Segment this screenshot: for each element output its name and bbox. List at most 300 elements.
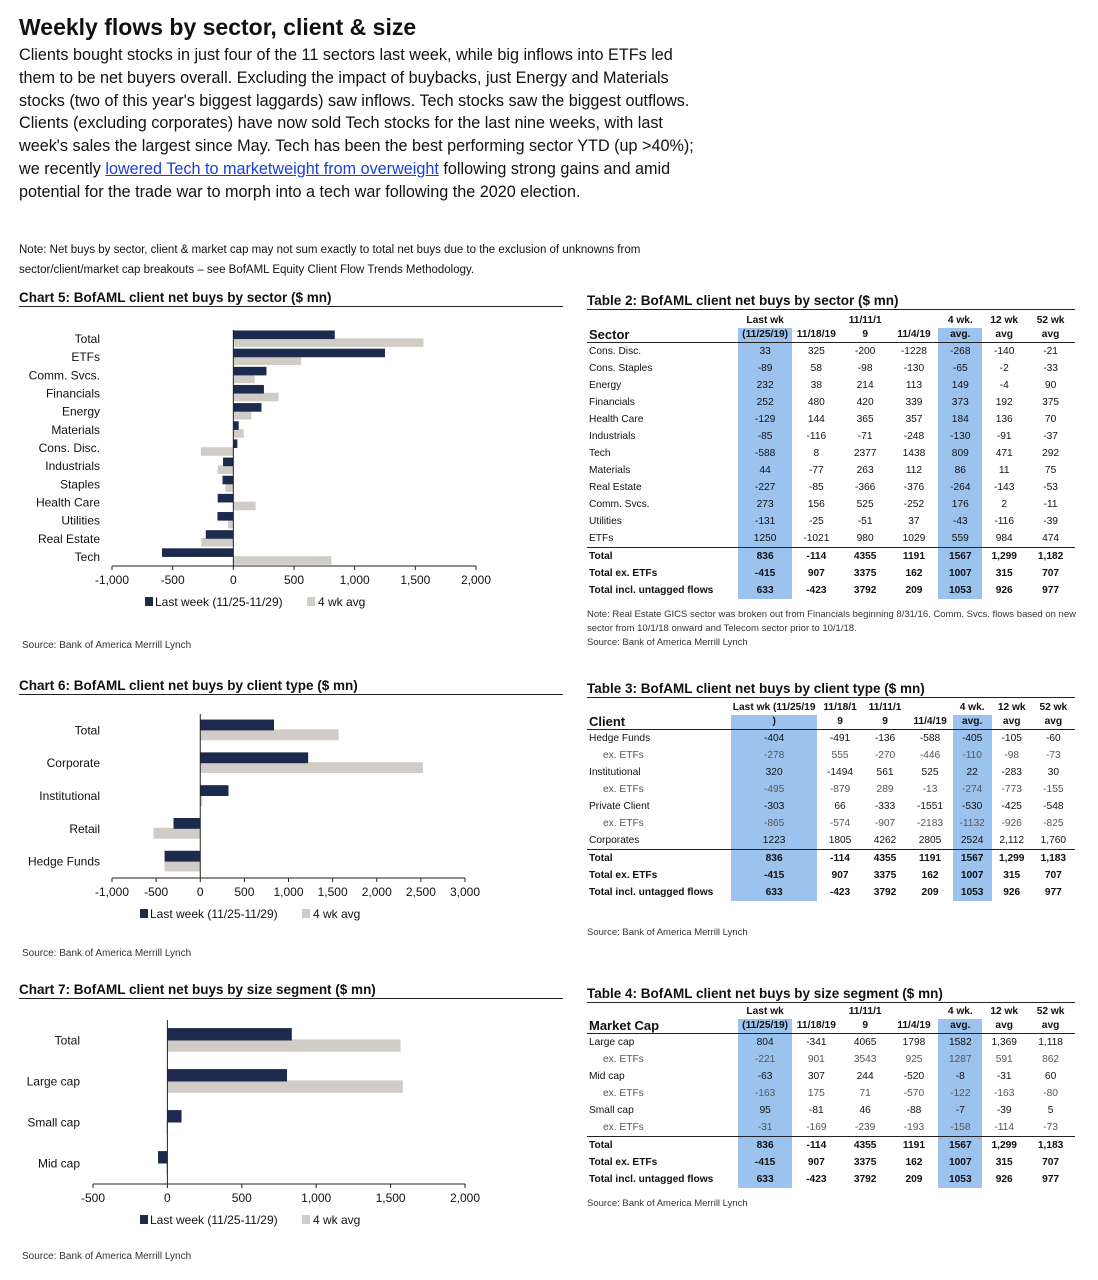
table-cell: -114 bbox=[817, 850, 862, 868]
row-label: Total incl. untagged flows bbox=[589, 585, 714, 596]
row-label: Small cap bbox=[589, 1105, 634, 1116]
table-cell: 3792 bbox=[873, 887, 897, 898]
table-header-cell: ) bbox=[731, 715, 818, 730]
methodology-note: Note: Net buys by sector, client & market cap may not sum exactly to total net buys due to the exclusion of unknowns from sector/client/market cap breakouts – see BofAML Equity Client Flow Trends Methodology. bbox=[19, 244, 641, 276]
table-cell: 804 bbox=[738, 1034, 792, 1052]
row-label: ex. ETFs bbox=[603, 818, 644, 829]
table-header-cell: 4 wk. bbox=[947, 315, 973, 326]
table-row bbox=[587, 815, 1075, 832]
table-cell: 192 bbox=[995, 397, 1013, 408]
bar-last-week bbox=[200, 720, 274, 731]
table-cell: -1228 bbox=[900, 346, 927, 357]
table-cell: -131 bbox=[738, 513, 792, 530]
bar-last-week bbox=[218, 494, 234, 503]
table-cell: -574 bbox=[829, 818, 851, 829]
table-cell: -1021 bbox=[803, 533, 830, 544]
table-header-cell: 11/18/19 bbox=[792, 1019, 841, 1034]
row-label: ex. ETFs bbox=[603, 784, 644, 795]
table-header-cell: 52 wk bbox=[1036, 1006, 1065, 1017]
table-header-cell: 9 bbox=[817, 715, 862, 730]
table-header-cell: 52 wk bbox=[1036, 315, 1065, 326]
table-row bbox=[587, 479, 1075, 496]
table-header-cell: avg. bbox=[953, 715, 992, 730]
table4-size-segment bbox=[587, 1005, 1075, 1188]
table-cell: 633 bbox=[731, 884, 818, 901]
table-cell: 926 bbox=[995, 585, 1013, 596]
table-cell: -423 bbox=[829, 887, 851, 898]
table-cell: -31 bbox=[738, 1119, 792, 1137]
row-label: Utilities bbox=[589, 516, 622, 527]
table-cell: 555 bbox=[831, 750, 849, 761]
bar-last-week bbox=[233, 421, 238, 430]
table-cell: 315 bbox=[995, 1157, 1013, 1168]
table-row bbox=[587, 565, 1075, 582]
table-cell: 1,118 bbox=[1038, 1037, 1063, 1048]
table-cell: -264 bbox=[938, 479, 982, 496]
table-cell: -1132 bbox=[953, 815, 992, 832]
table-cell: -879 bbox=[829, 784, 851, 795]
table-cell: 525 bbox=[921, 767, 939, 778]
legend-swatch-4wk-avg bbox=[302, 1215, 310, 1224]
table-cell: 707 bbox=[1042, 1157, 1060, 1168]
table-cell: -73 bbox=[1043, 1122, 1058, 1133]
table-cell: 2524 bbox=[953, 832, 992, 850]
chart6-title: Chart 6: BofAML client net buys by client type ($ mn) bbox=[19, 678, 563, 695]
category-label: Health Care bbox=[35, 495, 100, 510]
bar-4wk-avg bbox=[233, 556, 331, 565]
table-cell: 907 bbox=[807, 568, 825, 579]
table2-source: Source: Bank of America Merrill Lynch bbox=[587, 637, 748, 648]
table-header-cell: 9 bbox=[841, 328, 890, 343]
table-cell: 175 bbox=[807, 1088, 825, 1099]
table-row bbox=[587, 884, 1075, 901]
table-cell: 307 bbox=[807, 1071, 825, 1082]
category-label: ETFs bbox=[71, 350, 100, 365]
table-cell: -8 bbox=[938, 1068, 982, 1085]
category-label: Retail bbox=[69, 821, 100, 836]
table-cell: -405 bbox=[953, 730, 992, 748]
category-label: Real Estate bbox=[37, 531, 100, 546]
category-label: Comm. Svcs. bbox=[28, 368, 100, 383]
table-row bbox=[587, 764, 1075, 781]
row-label: Hedge Funds bbox=[589, 733, 651, 744]
table-cell: 2805 bbox=[918, 835, 942, 846]
table-cell: -43 bbox=[938, 513, 982, 530]
table-cell: 1567 bbox=[953, 850, 992, 868]
table-header-cell bbox=[792, 1005, 841, 1019]
bar-last-week bbox=[167, 1110, 181, 1122]
table-cell: -60 bbox=[1045, 733, 1061, 744]
x-tick-label: 2,500 bbox=[405, 885, 436, 899]
bar-last-week bbox=[233, 330, 334, 339]
legend-label-4wk-avg: 4 wk avg bbox=[313, 1213, 361, 1227]
category-label: Total bbox=[74, 332, 100, 347]
table-cell: 1,299 bbox=[982, 548, 1026, 566]
table-cell: 37 bbox=[908, 516, 920, 527]
table-row bbox=[587, 582, 1075, 599]
table-cell: 3543 bbox=[853, 1054, 877, 1065]
table-cell: -65 bbox=[938, 360, 982, 377]
table-cell: -114 bbox=[792, 548, 841, 566]
bar-4wk-avg bbox=[167, 1039, 400, 1051]
table-header-cell: 52 wk bbox=[1039, 702, 1068, 713]
row-label: Total ex. ETFs bbox=[589, 1157, 658, 1168]
table-cell: -88 bbox=[906, 1105, 922, 1116]
table-cell: 926 bbox=[1003, 887, 1021, 898]
table-cell: 1007 bbox=[938, 565, 982, 582]
table-cell: 1007 bbox=[953, 867, 992, 884]
table-row bbox=[587, 730, 1075, 748]
table-header-cell: avg bbox=[992, 715, 1032, 730]
bar-4wk-avg bbox=[233, 502, 255, 511]
table-row bbox=[587, 1119, 1075, 1137]
table-cell: 70 bbox=[1044, 414, 1057, 425]
table-cell: -105 bbox=[1001, 733, 1022, 744]
table-cell: 474 bbox=[1042, 533, 1060, 544]
table-cell: 1,182 bbox=[1026, 548, 1075, 566]
table-row bbox=[587, 1154, 1075, 1171]
table-cell: 95 bbox=[738, 1102, 792, 1119]
row-label: Cons. Disc. bbox=[589, 346, 642, 357]
table-cell: 1805 bbox=[828, 835, 852, 846]
table-cell: -252 bbox=[903, 499, 925, 510]
x-tick-label: 500 bbox=[234, 885, 255, 899]
table-row bbox=[587, 867, 1075, 884]
table-cell: -274 bbox=[953, 781, 992, 798]
table-cell: 707 bbox=[1042, 568, 1060, 579]
row-label: Total incl. untagged flows bbox=[589, 1174, 714, 1185]
table-cell: -2 bbox=[999, 363, 1009, 374]
table-header-cell bbox=[890, 1005, 939, 1019]
chart5-source: Source: Bank of America Merrill Lynch bbox=[22, 640, 192, 651]
table-row bbox=[587, 428, 1075, 445]
row-label: Materials bbox=[589, 465, 631, 476]
table-cell: 926 bbox=[995, 1174, 1013, 1185]
legend-swatch-4wk-avg bbox=[302, 909, 310, 918]
table-cell: -71 bbox=[857, 431, 873, 442]
table-cell: 209 bbox=[905, 585, 923, 596]
table-cell: 46 bbox=[859, 1105, 871, 1116]
table-cell: 273 bbox=[738, 496, 792, 513]
intro-text-2: following strong gains and amid potential for the trade war to morph into a tech war following the 2020 election. bbox=[19, 159, 671, 201]
table-cell: -423 bbox=[806, 585, 827, 596]
table3-title: Table 3: BofAML client net buys by client type ($ mn) bbox=[587, 681, 1075, 698]
bar-last-week bbox=[200, 785, 228, 796]
table-cell: -73 bbox=[1045, 750, 1061, 761]
table-cell: -169 bbox=[806, 1122, 827, 1133]
row-label: Total bbox=[587, 548, 738, 566]
bar-4wk-avg bbox=[167, 1080, 402, 1092]
bar-4wk-avg bbox=[201, 538, 233, 547]
table-cell: -4 bbox=[999, 380, 1009, 391]
table-cell: -333 bbox=[874, 801, 896, 812]
table-cell: 525 bbox=[856, 499, 874, 510]
table-cell: -283 bbox=[1001, 767, 1022, 778]
bar-4wk-avg bbox=[228, 520, 233, 529]
table-cell: -1494 bbox=[827, 767, 854, 778]
tech-downgrade-link[interactable]: lowered Tech to marketweight from overweight bbox=[105, 159, 439, 178]
table-header-cell: 9 bbox=[863, 715, 908, 730]
table-cell: 1,760 bbox=[1040, 835, 1067, 846]
bar-4wk-avg bbox=[225, 484, 233, 493]
table-cell: 156 bbox=[807, 499, 825, 510]
chart7-size-segment-bar-chart bbox=[0, 1012, 570, 1244]
table-cell: 1,183 bbox=[1032, 850, 1075, 868]
table3-client-type bbox=[587, 701, 1075, 901]
category-label: Industrials bbox=[45, 459, 100, 474]
bar-last-week bbox=[206, 530, 234, 539]
table-cell: 901 bbox=[807, 1054, 825, 1065]
x-tick-label: 1,000 bbox=[301, 1191, 332, 1205]
table-cell: 11 bbox=[998, 465, 1010, 476]
table-cell: 38 bbox=[810, 380, 823, 391]
category-label: Institutional bbox=[39, 789, 100, 803]
table-header-cell: 11/11/1 bbox=[848, 315, 882, 326]
table-header-cell: avg. bbox=[938, 328, 982, 343]
row-label: Industrials bbox=[589, 431, 636, 442]
row-label: Health Care bbox=[589, 414, 644, 425]
category-label: Financials bbox=[45, 386, 100, 401]
table-cell: -495 bbox=[731, 781, 818, 798]
x-tick-label: 2,000 bbox=[361, 885, 392, 899]
table-cell: 1,299 bbox=[982, 1137, 1026, 1155]
table-cell: 184 bbox=[938, 411, 982, 428]
table3-source: Source: Bank of America Merrill Lynch bbox=[587, 927, 748, 938]
legend-label-last-week: Last week (11/25-11/29) bbox=[155, 595, 283, 609]
table2-sector bbox=[587, 314, 1075, 599]
bar-4wk-avg bbox=[200, 729, 338, 740]
table-header-cell: 9 bbox=[841, 1019, 890, 1034]
table-cell: 365 bbox=[856, 414, 874, 425]
table-row bbox=[587, 1085, 1075, 1102]
table-cell: -31 bbox=[996, 1071, 1012, 1082]
x-tick-label: -500 bbox=[160, 573, 185, 587]
bar-last-week bbox=[233, 403, 261, 412]
table-cell: -227 bbox=[738, 479, 792, 496]
row-label: Corporates bbox=[589, 835, 640, 846]
table-row bbox=[587, 462, 1075, 479]
bar-last-week bbox=[217, 512, 233, 521]
table2-note: Note: Real Estate GICS sector was broken out from Financials beginning 8/31/16. Comm. Svcs. flows based on new sector from 10/1/18 onward and Telecom sector prior to 10/1/18. bbox=[587, 609, 1076, 634]
table-cell: 136 bbox=[995, 414, 1013, 425]
table-cell: 561 bbox=[876, 767, 894, 778]
table-cell: 984 bbox=[995, 533, 1013, 544]
category-label: Utilities bbox=[61, 513, 100, 528]
table-cell: 1007 bbox=[938, 1154, 982, 1171]
table-header-cell: avg bbox=[982, 1019, 1026, 1034]
table-cell: 144 bbox=[807, 414, 825, 425]
table-cell: 925 bbox=[905, 1054, 923, 1065]
intro-text-1: Clients bought stocks in just four of the 11 sectors last week, while big inflows into ETFs led them to be net buyers overall. Excluding the impact of buybacks, just Energy and Materials stocks (two of this year's biggest laggards) saw inflows. Tech stocks saw the biggest outflows. Clients (excluding corporates) have now sold Tech stocks for the last nine weeks, with last week's sales the largest since May. Tech has been the best performing sector YTD (up >40%); we recently bbox=[19, 46, 694, 178]
table-cell: 263 bbox=[856, 465, 874, 476]
table-cell: -80 bbox=[1043, 1088, 1058, 1099]
table-cell: -415 bbox=[731, 867, 818, 884]
table-cell: 4355 bbox=[863, 850, 908, 868]
table-cell: 325 bbox=[807, 346, 825, 357]
table-cell: -116 bbox=[994, 516, 1015, 527]
table-cell: -570 bbox=[903, 1088, 925, 1099]
table-cell: 357 bbox=[905, 414, 923, 425]
table-cell: -366 bbox=[854, 482, 876, 493]
table-row bbox=[587, 548, 1075, 566]
table-row bbox=[587, 445, 1075, 462]
table-cell: -7 bbox=[938, 1102, 982, 1119]
table4-source: Source: Bank of America Merrill Lynch bbox=[587, 1198, 748, 1209]
table-cell: 1287 bbox=[938, 1051, 982, 1068]
table-cell: -415 bbox=[738, 1154, 792, 1171]
table-cell: -1551 bbox=[917, 801, 944, 812]
table-cell: 44 bbox=[738, 462, 792, 479]
table-cell: 480 bbox=[807, 397, 825, 408]
table-row bbox=[587, 1068, 1075, 1085]
table-cell: 4262 bbox=[873, 835, 897, 846]
table-cell: -303 bbox=[731, 798, 818, 815]
table-cell: 633 bbox=[738, 582, 792, 599]
bar-4wk-avg bbox=[233, 429, 243, 438]
row-label: ETFs bbox=[589, 533, 614, 544]
table-row bbox=[587, 1034, 1075, 1052]
x-tick-label: 0 bbox=[196, 885, 204, 899]
table-cell: -423 bbox=[806, 1174, 827, 1185]
x-tick-label: 500 bbox=[231, 1191, 252, 1205]
table-cell: -341 bbox=[806, 1037, 827, 1048]
table-row bbox=[587, 496, 1075, 513]
table-cell: 292 bbox=[1042, 448, 1060, 459]
table-header-cell bbox=[587, 314, 738, 328]
table-cell: 1,183 bbox=[1026, 1137, 1075, 1155]
table-cell: -39 bbox=[1043, 516, 1058, 527]
table-cell: 214 bbox=[856, 380, 874, 391]
category-label: Corporate bbox=[46, 756, 100, 771]
table-cell: -376 bbox=[903, 482, 925, 493]
table-cell: 1053 bbox=[938, 1171, 982, 1188]
category-label: Small cap bbox=[27, 1115, 80, 1130]
table-header-cell: avg. bbox=[938, 1019, 982, 1034]
row-label: Total ex. ETFs bbox=[589, 568, 658, 579]
row-label: ex. ETFs bbox=[603, 1088, 644, 1099]
table-cell: -110 bbox=[953, 747, 992, 764]
table-row bbox=[587, 747, 1075, 764]
table-cell: -415 bbox=[738, 565, 792, 582]
table-header-cell: 11/18/1 bbox=[823, 702, 857, 713]
bar-4wk-avg bbox=[233, 411, 251, 420]
table-cell: 58 bbox=[810, 363, 823, 374]
table-cell: 209 bbox=[921, 887, 939, 898]
table-row bbox=[587, 394, 1075, 411]
table-cell: 1223 bbox=[731, 832, 818, 850]
table-cell: -2183 bbox=[917, 818, 944, 829]
table-header-cell: 11/18/19 bbox=[792, 328, 841, 343]
table-cell: 339 bbox=[905, 397, 923, 408]
table-cell: 559 bbox=[938, 530, 982, 548]
table-cell: -53 bbox=[1043, 482, 1058, 493]
table-header-cell: (11/25/19) bbox=[738, 1019, 792, 1034]
legend-swatch-last-week bbox=[140, 909, 148, 918]
table-cell: 1250 bbox=[738, 530, 792, 548]
table-cell: -268 bbox=[938, 343, 982, 361]
category-label: Mid cap bbox=[37, 1156, 80, 1171]
table-header-cell: 11/11/1 bbox=[848, 1006, 882, 1017]
table-cell: 320 bbox=[731, 764, 818, 781]
table-cell: -155 bbox=[1043, 784, 1064, 795]
table-cell: 1798 bbox=[902, 1037, 926, 1048]
category-label: Energy bbox=[61, 404, 100, 419]
bar-last-week bbox=[167, 1069, 287, 1081]
table-header-cell: 12 wk bbox=[997, 702, 1026, 713]
bar-last-week bbox=[233, 349, 385, 358]
table-cell: -248 bbox=[903, 431, 925, 442]
bar-last-week bbox=[233, 439, 237, 448]
table-cell: 4355 bbox=[841, 548, 890, 566]
table-header-cell: avg bbox=[1032, 715, 1075, 730]
table-cell: 977 bbox=[1042, 585, 1060, 596]
table-cell: -773 bbox=[1001, 784, 1022, 795]
row-label: Cons. Staples bbox=[589, 363, 653, 374]
table-cell: -116 bbox=[806, 431, 827, 442]
table-cell: 3375 bbox=[853, 1157, 877, 1168]
bar-4wk-avg bbox=[218, 465, 234, 474]
table-header-cell: Market Cap bbox=[587, 1019, 738, 1034]
chart7-source: Source: Bank of America Merrill Lynch bbox=[22, 1251, 192, 1262]
row-label: ex. ETFs bbox=[603, 1054, 644, 1065]
table-cell: -39 bbox=[996, 1105, 1012, 1116]
legend-label-4wk-avg: 4 wk avg bbox=[318, 595, 366, 609]
table-cell: 252 bbox=[738, 394, 792, 411]
table-cell: -491 bbox=[829, 733, 851, 744]
chart5-title: Chart 5: BofAML client net buys by sector ($ mn) bbox=[19, 290, 563, 307]
table-header-cell: Last wk bbox=[746, 315, 784, 326]
legend-swatch-last-week bbox=[140, 1215, 148, 1224]
row-label: Tech bbox=[589, 448, 611, 459]
table-cell: 1191 bbox=[907, 850, 952, 868]
row-label: ex. ETFs bbox=[603, 750, 644, 761]
category-label: Large cap bbox=[26, 1074, 80, 1089]
table-header-cell: 11/4/19 bbox=[890, 1019, 939, 1034]
legend-label-last-week: Last week (11/25-11/29) bbox=[150, 907, 278, 921]
x-tick-label: 1,000 bbox=[273, 885, 304, 899]
row-label: Total incl. untagged flows bbox=[589, 887, 714, 898]
table-header-cell: 12 wk bbox=[990, 1006, 1019, 1017]
table2-title: Table 2: BofAML client net buys by sector ($ mn) bbox=[587, 293, 1075, 310]
table-row bbox=[587, 513, 1075, 530]
table-cell: -63 bbox=[738, 1068, 792, 1085]
table-cell: 113 bbox=[905, 380, 923, 391]
table-cell: 375 bbox=[1042, 397, 1060, 408]
table-cell: -588 bbox=[738, 445, 792, 462]
legend-label-4wk-avg: 4 wk avg bbox=[313, 907, 361, 921]
table-cell: -193 bbox=[903, 1122, 925, 1133]
x-tick-label: 0 bbox=[229, 573, 237, 587]
table-cell: 33 bbox=[738, 343, 792, 361]
chart6-client-type-bar-chart bbox=[0, 706, 570, 942]
table-cell: -98 bbox=[1004, 750, 1020, 761]
bar-last-week bbox=[174, 818, 201, 829]
table-header-cell: avg bbox=[1026, 328, 1075, 343]
row-label: Energy bbox=[589, 380, 622, 391]
table-cell: 71 bbox=[859, 1088, 871, 1099]
table-cell: 633 bbox=[738, 1171, 792, 1188]
page-title: Weekly flows by sector, client & size bbox=[19, 14, 417, 40]
x-tick-label: -500 bbox=[80, 1191, 106, 1205]
table-header-cell: (11/25/19) bbox=[738, 328, 792, 343]
bar-4wk-avg bbox=[201, 447, 234, 456]
row-label: Total bbox=[587, 1137, 738, 1155]
bar-4wk-avg bbox=[200, 762, 423, 773]
table-cell: 1029 bbox=[902, 533, 926, 544]
table-header-cell: Last wk (11/25/19 bbox=[732, 702, 816, 713]
table-cell: 836 bbox=[731, 850, 818, 868]
legend-swatch-last-week bbox=[145, 597, 153, 606]
